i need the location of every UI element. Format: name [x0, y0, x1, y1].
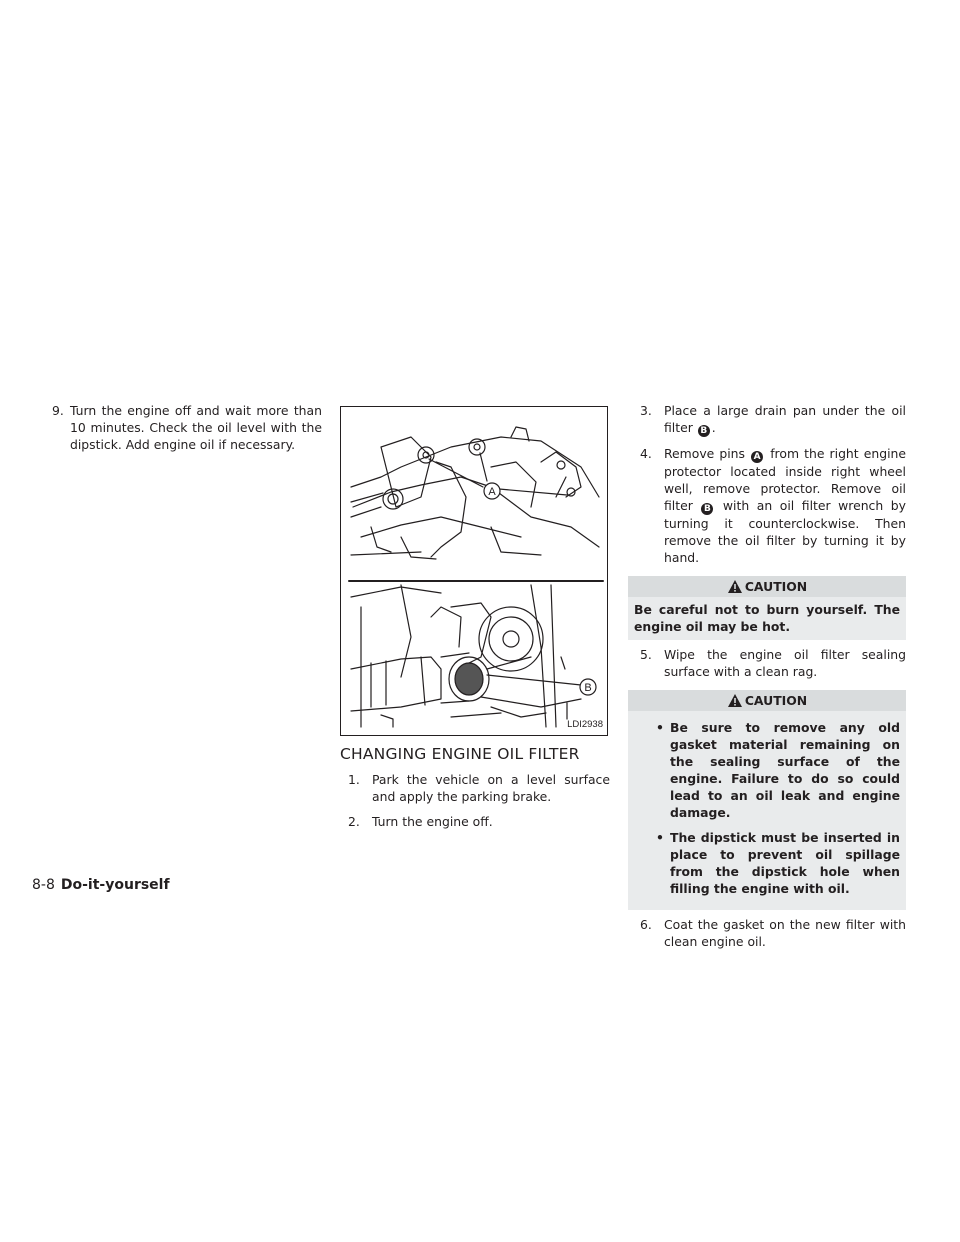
- caution-header: [628, 690, 906, 711]
- step-3: [640, 402, 906, 437]
- page-number: 8-8: [32, 877, 55, 893]
- column-middle: [340, 406, 610, 838]
- step-text: Place a large drain pan under the oil filter: [664, 403, 906, 435]
- step-text: Coat the gasket on the new filter with clean engine oil.: [664, 917, 906, 949]
- step-text: Wipe the engine oil filter sealing surface with a clean rag.: [664, 647, 906, 679]
- step-text: Turn the engine off and wait more than 10 minutes. Check the oil level with the dipstick. Add engine oil if necessary.: [70, 403, 322, 452]
- section-name: Do-it-yourself: [60, 877, 170, 893]
- caution-body: Be careful not to burn yourself. The engine oil may be hot.: [628, 597, 906, 640]
- step-text-mid: from the right engine protector located inside right wheel well, remove protector. Remove oil filter: [664, 446, 906, 513]
- step-text: Park the vehicle on a level surface and apply the parking brake.: [372, 772, 610, 804]
- caution-label: CAUTION: [744, 579, 808, 594]
- step-text-end: with an oil filter wrench by turning it counterclockwise. Then remove the oil filter by turning it by hand.: [664, 498, 906, 565]
- step-number: 4.: [640, 446, 652, 461]
- step-2: [348, 813, 610, 830]
- step-number: 2.: [348, 814, 360, 829]
- step-number: 6.: [640, 917, 652, 932]
- callout-a-ref: A: [751, 451, 763, 463]
- callout-b-ref: B: [701, 503, 713, 515]
- step-number: 9.: [52, 403, 64, 418]
- caution-header: [628, 576, 906, 597]
- step-number: 5.: [640, 647, 652, 662]
- caution-bullet: [634, 829, 900, 897]
- callout-b-label: B: [584, 682, 592, 694]
- bullet-text: Be sure to remove any old gasket material remaining on the sealing surface of the engine. Failure to do so could lead to an oil leak and engine damage.: [670, 720, 900, 820]
- page-footer: [32, 877, 170, 893]
- step-number: 1.: [348, 772, 360, 787]
- step-text: Turn the engine off.: [372, 814, 493, 829]
- caution-body: [628, 711, 906, 910]
- warning-triangle-icon: [727, 693, 743, 714]
- bullet-marker: •: [656, 720, 664, 735]
- step-4: [640, 445, 906, 566]
- step-text: Remove pins: [664, 446, 745, 461]
- warning-triangle-icon: [727, 579, 743, 600]
- engine-drawing-icon: [341, 407, 607, 735]
- step-5: [640, 646, 906, 680]
- caution-bullet: [634, 719, 900, 821]
- column-right: [628, 402, 906, 958]
- engine-illustration: [340, 406, 608, 736]
- step-9: [52, 402, 322, 453]
- step-number: 3.: [640, 403, 652, 418]
- callout-a-label: A: [488, 486, 496, 498]
- step-6: [640, 916, 906, 950]
- figure-code: LDI2938: [567, 719, 603, 730]
- bullet-text: The dipstick must be inserted in place to prevent oil spillage from the dipstick hole when filling the engine with oil.: [670, 830, 900, 896]
- step-1: [348, 771, 610, 805]
- bullet-marker: •: [656, 830, 664, 845]
- step-text-end: .: [711, 420, 716, 435]
- callout-b-ref: B: [698, 425, 710, 437]
- caution-label: CAUTION: [744, 693, 808, 708]
- column-left: [52, 402, 322, 461]
- section-heading: CHANGING ENGINE OIL FILTER: [340, 745, 580, 763]
